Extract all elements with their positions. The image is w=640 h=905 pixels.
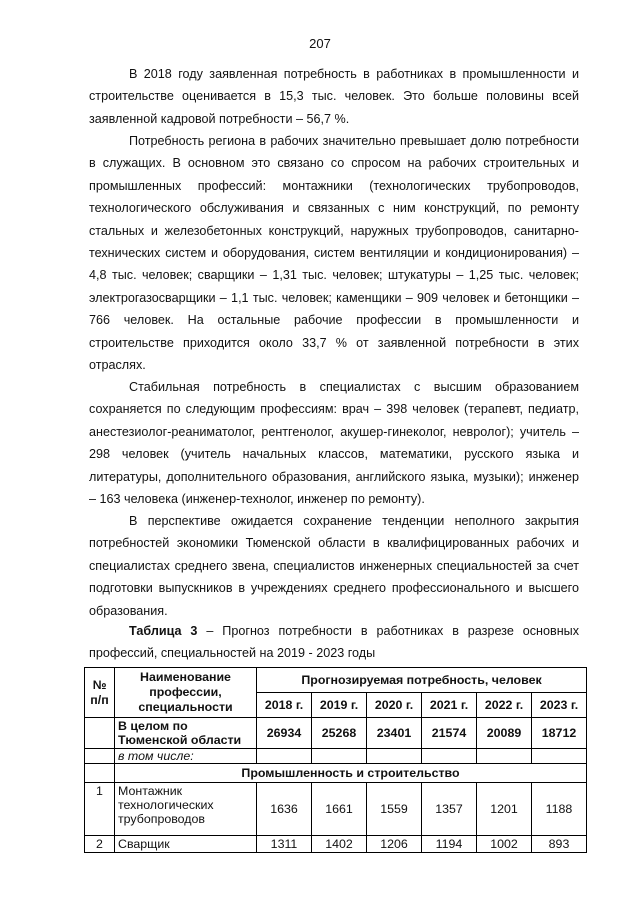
row-number: 1	[85, 783, 115, 836]
table-caption	[89, 620, 579, 665]
total-value: 21574	[422, 718, 477, 749]
header-profession: Наименование профессии, специальности	[115, 668, 257, 718]
row-value: 1402	[312, 836, 367, 853]
total-value: 23401	[367, 718, 422, 749]
row-value: 1188	[532, 783, 587, 836]
header-year: 2020 г.	[367, 693, 422, 718]
table-row-section	[85, 764, 587, 783]
row-value: 1661	[312, 783, 367, 836]
row-number: 2	[85, 836, 115, 853]
total-label: В целом по Тюменской области	[115, 718, 257, 749]
paragraph-1: В 2018 году заявленная потребность в работниках в промышленности и строительстве оценивается в 15,3 тыс. человек. Это больше половины всей заявленной кадровой потребности – 56,7 %.	[89, 67, 579, 126]
paragraph-3: Стабильная потребность в специалистах с высшим образованием сохраняется по следующим профессиям: врач – 398 человек (терапевт, педиатр, анестезиолог-реаниматолог, рентгенолог, акушер-гинеколог, невролог); учитель – 298 человек (учитель начальных классов, математики, русского языка и литературы, дополнительного образования, английского языка, музыки); инженер – 163 человека (инженер-технолог, инженер по ремонту).	[89, 380, 579, 507]
forecast-table	[84, 667, 587, 853]
row-profession: Монтажник технологических трубопроводов	[115, 783, 257, 836]
header-forecast-group: Прогнозируемая потребность, человек	[257, 668, 587, 693]
section-num-cell	[85, 764, 115, 783]
table-row-including	[85, 749, 587, 764]
including-label: в том числе:	[115, 749, 257, 764]
header-year: 2018 г.	[257, 693, 312, 718]
header-year: 2021 г.	[422, 693, 477, 718]
total-value: 26934	[257, 718, 312, 749]
row-value: 893	[532, 836, 587, 853]
row-value: 1311	[257, 836, 312, 853]
table-caption-text: – Прогноз потребности в работниках в разрезе основных профессий, специальностей на 2019 - 2023 годы	[89, 624, 579, 661]
row-value: 1002	[477, 836, 532, 853]
row-value: 1206	[367, 836, 422, 853]
table-row	[85, 836, 587, 853]
header-year: 2019 г.	[312, 693, 367, 718]
section-label: Промышленность и строительство	[115, 764, 587, 783]
total-num-cell	[85, 718, 115, 749]
table-caption-label: Таблица 3	[129, 624, 198, 638]
row-value: 1194	[422, 836, 477, 853]
table-row-total	[85, 718, 587, 749]
row-profession: Сварщик	[115, 836, 257, 853]
page-number: 207	[309, 36, 331, 51]
header-number: № п/п	[85, 668, 115, 718]
total-value: 18712	[532, 718, 587, 749]
row-value: 1201	[477, 783, 532, 836]
paragraph-4: В перспективе ожидается сохранение тенденции неполного закрытия потребностей экономики Тюменской области в квалифицированных рабочих и специалистах среднего звена, специалистов инженерных специальностей за счет подготовки выпускников в учреждениях среднего профессионального и высшего образования.	[89, 514, 579, 618]
row-value: 1636	[257, 783, 312, 836]
row-value: 1357	[422, 783, 477, 836]
total-value: 25268	[312, 718, 367, 749]
header-year: 2022 г.	[477, 693, 532, 718]
table-row	[85, 783, 587, 836]
table-header-row	[85, 668, 587, 693]
row-value: 1559	[367, 783, 422, 836]
total-value: 20089	[477, 718, 532, 749]
paragraph-2: Потребность региона в рабочих значительно превышает долю потребности в служащих. В основном это связано со спросом на рабочих строительных и промышленных профессий: монтажники (технологических трубопроводов, технологического обслуживания и связанных с ним конструкций, по ремонту стальных и железобетонных конструкций, наружных трубопроводов, санитарно-технических систем и оборудования, систем вентиляции и кондиционирования) – 4,8 тыс. человек; сварщики – 1,31 тыс. человек; штукатуры – 1,25 тыс. человек; электрогазосварщики – 1,1 тыс. человек; каменщики – 909 человек и бетонщики – 766 человек. На остальные рабочие профессии в промышленности и строительстве приходится около 33,7 % от заявленной потребности в этих отраслях.	[89, 134, 579, 373]
including-num-cell	[85, 749, 115, 764]
header-year: 2023 г.	[532, 693, 587, 718]
